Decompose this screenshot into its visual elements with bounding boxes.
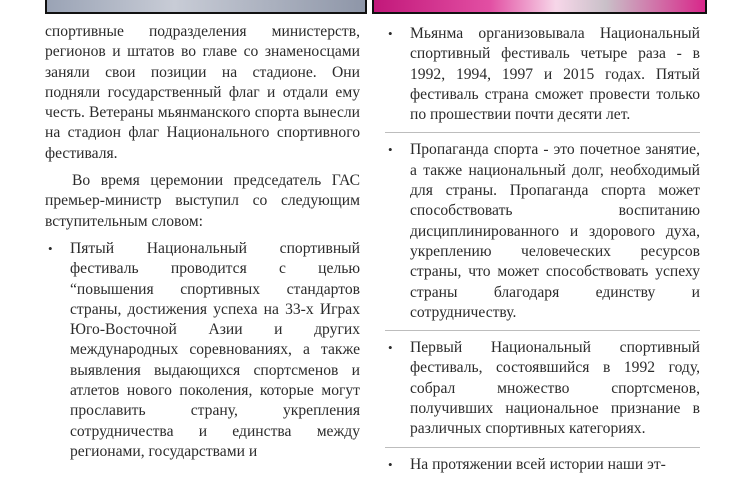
list-item [385, 338, 700, 439]
list-item-text: Первый Национальный спортивный фестиваль, состоявшийся в 1992 году, собрал множество спортсменов, получивших национальное признание в различных спортивных категориях. [410, 339, 700, 438]
bullet-icon: • [388, 26, 393, 41]
top-photo-right [372, 0, 707, 14]
list-item [385, 24, 700, 125]
bullet-list [45, 239, 360, 462]
list-item [385, 455, 700, 475]
list-item-text: На протяжении всей истории наши эт- [410, 455, 666, 473]
list-item-text: Пропаганда спорта - это почетное занятие, а также национальный долг, необходимый для страны. Пропаганда спорта может способствовать воспитанию дисциплинированного и здорового духа, укреплению человеческих ресурсов страны, что может способствовать успеху страны благодаря единству и сотрудничеству. [410, 141, 700, 321]
divider [385, 132, 700, 133]
paragraph: Во время церемонии председатель ГАС премьер-министр выступил со следующим вступительным словом: [45, 172, 360, 230]
divider [385, 447, 700, 448]
bullet-icon: • [388, 340, 393, 356]
list-item [45, 239, 360, 462]
bullet-icon: • [48, 240, 53, 256]
list-item-text: Пятый Национальный спортивный фестиваль проводится с целью “повышения спортивных стандартов страны, достижения успеха на 33-х Играх Юго-Восточной Азии и других международных соревнованиях, а также выявления выдающихся спортсменов и атлетов нового поколения, которые могут прославить страну, укрепления сотрудничества и единства между регионами, государствами и [70, 239, 360, 460]
bullet-list [385, 24, 700, 475]
paragraph: спортивные подразделения министерств, регионов и штатов во главе со знаменосцами заняли свои позиции на стадионе. Они подняли государственный флаг и отдали ему честь. Ветераны мьянманского спорта вынесли на стадион флаг Национального спортивного фестиваля. [45, 23, 360, 162]
top-photo-left [45, 0, 367, 14]
list-item-text: Мьянма организовывала Национальный спортивный фестиваль четыре раза - в 1992, 1994, 1997 и 2015 годах. Пятый фестиваль страна сможет провести только по прошествии почти десяти лет. [410, 25, 700, 124]
divider [385, 330, 700, 331]
right-column [385, 22, 700, 482]
list-item [385, 140, 700, 323]
bullet-icon: • [388, 456, 393, 472]
left-column [45, 22, 360, 462]
bullet-icon: • [388, 142, 393, 158]
